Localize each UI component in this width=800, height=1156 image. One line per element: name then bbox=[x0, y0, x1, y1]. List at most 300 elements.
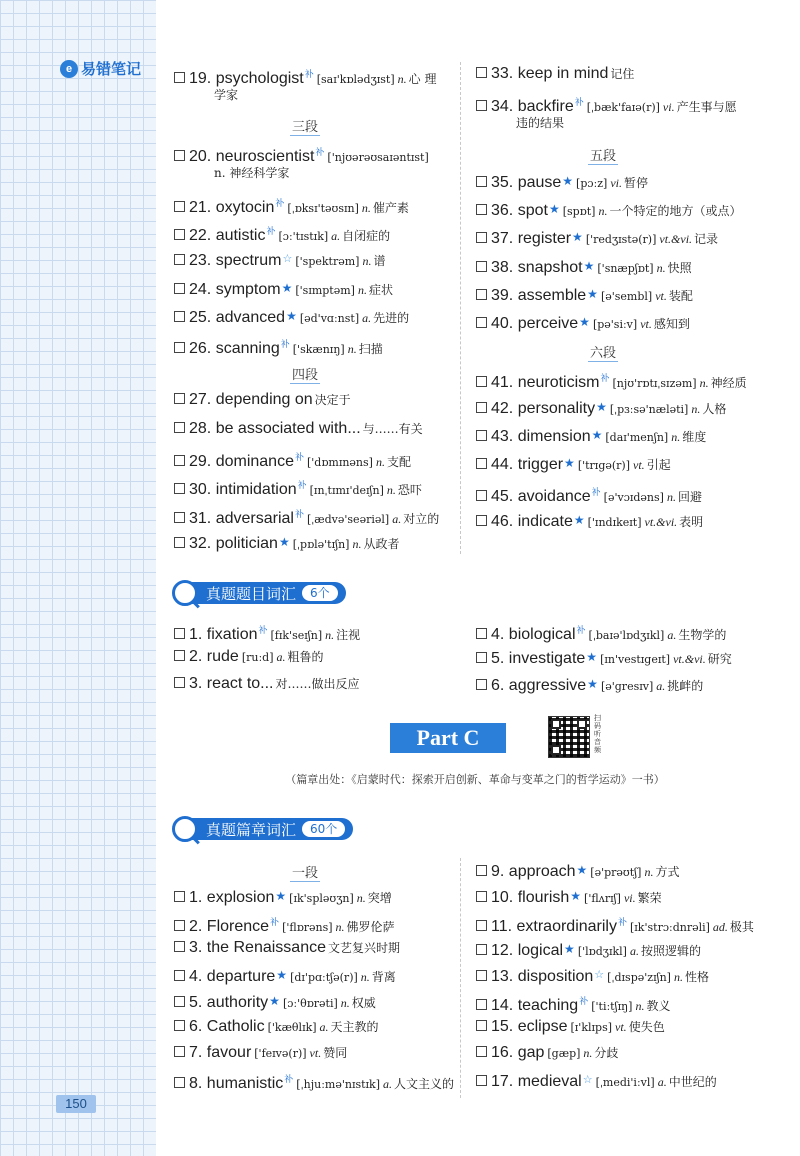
paragraph-heading: 三段 bbox=[290, 116, 320, 136]
item-meaning: 佛罗伦萨 bbox=[346, 920, 395, 935]
item-pos: ad. bbox=[712, 920, 728, 935]
item-number: 42. bbox=[491, 399, 518, 417]
item-meaning: 天主教的 bbox=[330, 1020, 379, 1034]
checkbox-icon[interactable] bbox=[174, 677, 185, 688]
item-pos: vt. bbox=[640, 317, 652, 332]
item-word: authority bbox=[206, 993, 269, 1011]
item-meaning: 症状 bbox=[368, 282, 393, 297]
item-meaning: 方式 bbox=[655, 865, 680, 879]
item-word: dominance bbox=[215, 453, 294, 470]
item-meaning: 记住 bbox=[610, 67, 635, 81]
checkbox-icon[interactable] bbox=[174, 650, 185, 661]
item-meaning: 从政者 bbox=[363, 536, 400, 551]
item-meaning: 引起 bbox=[646, 458, 671, 473]
checkbox-icon[interactable] bbox=[476, 458, 487, 469]
vocab-item bbox=[476, 647, 732, 670]
item-word: approach bbox=[508, 863, 576, 880]
item-meaning: 注视 bbox=[336, 628, 361, 642]
item-number: 31. bbox=[189, 509, 216, 527]
item-pos: n. bbox=[347, 342, 357, 357]
vocab-item bbox=[476, 886, 662, 909]
star-icon: ★ bbox=[281, 280, 293, 295]
checkbox-icon[interactable] bbox=[476, 1075, 487, 1086]
item-meaning: 催产素 bbox=[372, 200, 409, 215]
item-meaning: 背离 bbox=[371, 969, 396, 984]
item-word: perceive bbox=[517, 315, 579, 333]
item-phonetic: ['flɒrəns] bbox=[282, 921, 333, 935]
item-meaning: 研究 bbox=[707, 652, 732, 666]
item-number: 23. bbox=[189, 252, 216, 270]
checkbox-icon[interactable] bbox=[174, 342, 185, 353]
item-number: 14. bbox=[491, 997, 518, 1014]
item-phonetic: [ˌpɒlə'tɪʃn] bbox=[292, 537, 350, 551]
checkbox-icon[interactable] bbox=[476, 376, 487, 387]
item-word: disposition bbox=[517, 967, 594, 985]
vocab-item bbox=[174, 1043, 347, 1064]
item-pos: a. bbox=[362, 310, 372, 325]
item-phonetic: [ˌdɪspə'zɪʃn] bbox=[607, 970, 671, 984]
checkbox-icon[interactable] bbox=[476, 261, 487, 272]
star-icon: ★ bbox=[586, 650, 598, 664]
item-pos: vt.&vi. bbox=[644, 514, 678, 529]
item-word: scanning bbox=[215, 340, 280, 358]
item-pos: vi. bbox=[623, 891, 636, 906]
item-number: 9. bbox=[491, 863, 509, 880]
item-phonetic: [ɪnˌtɪmɪ'deɪʃn] bbox=[309, 484, 384, 498]
item-word: neuroticism bbox=[517, 374, 600, 392]
vocab-item bbox=[476, 397, 726, 420]
item-pos: n. bbox=[357, 282, 367, 297]
item-word: intimidation bbox=[215, 481, 297, 499]
item-pos: a. bbox=[392, 511, 402, 526]
item-phonetic: ['flʌrɪʃ] bbox=[584, 892, 621, 906]
item-word: teaching bbox=[517, 997, 579, 1014]
checkbox-icon[interactable] bbox=[174, 483, 185, 494]
item-word: fixation bbox=[206, 626, 258, 643]
item-word: avoidance bbox=[517, 487, 591, 505]
checkbox-icon[interactable] bbox=[174, 201, 185, 212]
checkbox-icon[interactable] bbox=[476, 1020, 487, 1031]
item-pos: a. bbox=[276, 650, 286, 664]
item-number: 37. bbox=[491, 230, 518, 248]
star-icon: ★ bbox=[269, 993, 280, 1008]
item-number: 32. bbox=[189, 534, 216, 552]
item-meaning: 支配 bbox=[386, 455, 411, 469]
item-number: 6. bbox=[189, 1018, 207, 1035]
item-phonetic: ['sɪmptəm] bbox=[295, 283, 355, 297]
item-meaning: 快照 bbox=[667, 260, 692, 275]
checkbox-icon[interactable] bbox=[476, 317, 487, 328]
checkbox-icon[interactable] bbox=[174, 920, 185, 931]
item-phonetic: ['tiːtʃɪŋ] bbox=[591, 1000, 633, 1013]
item-word: neuroscientist bbox=[215, 148, 315, 166]
item-phonetic: [ə'sembl] bbox=[600, 289, 653, 303]
banner-title: 真题篇章词汇 bbox=[206, 820, 297, 839]
vocab-item bbox=[174, 938, 400, 958]
vocab-item bbox=[476, 284, 693, 307]
checkbox-icon[interactable] bbox=[174, 628, 185, 639]
section-banner-passage-vocab bbox=[172, 816, 353, 842]
item-number: 17. bbox=[491, 1072, 518, 1090]
item-pos: a. bbox=[319, 1020, 329, 1034]
brand-logo bbox=[60, 58, 141, 79]
item-pos: n. bbox=[386, 483, 396, 498]
item-phonetic: [ˌmedi'iːvl] bbox=[595, 1075, 655, 1089]
item-word: psychologist bbox=[215, 70, 304, 87]
item-pos: vt. bbox=[309, 1046, 322, 1061]
item-pos: a. bbox=[331, 228, 341, 243]
item-word: explosion bbox=[206, 889, 275, 906]
item-meaning: 权威 bbox=[351, 995, 376, 1010]
brand-icon: e bbox=[60, 60, 78, 78]
item-word: be associated with... bbox=[215, 419, 361, 437]
item-word: investigate bbox=[508, 650, 586, 667]
vocab-item bbox=[476, 912, 754, 938]
item-word: pause bbox=[517, 173, 562, 191]
supplement-mark: 补 bbox=[297, 480, 307, 491]
star-icon: ★ bbox=[278, 534, 290, 549]
supplement-mark: 补 bbox=[579, 996, 589, 1006]
item-number: 4. bbox=[491, 626, 509, 643]
item-meaning: 对立的 bbox=[403, 511, 440, 526]
star-icon: ★ bbox=[596, 399, 607, 414]
item-phonetic: ['skænɪŋ] bbox=[292, 343, 345, 357]
item-phonetic: ['spektrəm] bbox=[295, 255, 360, 269]
item-phonetic: ['njʊərəʊsaɪəntɪst] bbox=[327, 151, 429, 165]
item-meaning: 粗鲁的 bbox=[287, 650, 324, 664]
checkbox-icon[interactable] bbox=[476, 176, 487, 187]
star-icon: ★ bbox=[587, 286, 598, 301]
item-number: 36. bbox=[491, 201, 518, 219]
star-icon: ★ bbox=[570, 889, 582, 904]
item-number: 7. bbox=[189, 1044, 207, 1062]
checkbox-icon[interactable] bbox=[174, 455, 185, 466]
item-number: 24. bbox=[189, 280, 216, 298]
item-pos: n. bbox=[356, 891, 366, 905]
vocab-item bbox=[174, 221, 390, 247]
checkbox-icon[interactable] bbox=[476, 402, 487, 413]
checkbox-icon[interactable] bbox=[174, 1020, 185, 1031]
item-number: 11. bbox=[491, 918, 517, 936]
checkbox-icon[interactable] bbox=[174, 891, 185, 902]
item-meaning: 使失色 bbox=[628, 1020, 665, 1035]
item-number: 21. bbox=[189, 198, 216, 216]
item-word: register bbox=[517, 230, 572, 248]
item-word: spectrum bbox=[215, 252, 282, 270]
checkbox-icon[interactable] bbox=[174, 150, 185, 161]
item-number: 10. bbox=[491, 889, 518, 907]
magnifier-icon bbox=[172, 580, 198, 606]
checkbox-icon[interactable] bbox=[174, 422, 185, 433]
vocab-item bbox=[174, 193, 409, 219]
supplement-mark: 补 bbox=[266, 225, 276, 236]
item-pos: vt. bbox=[655, 288, 667, 303]
item-phonetic: [daɪ'menʃn] bbox=[605, 431, 669, 444]
item-phonetic: [ˌædvə'seəriəl] bbox=[306, 512, 390, 526]
item-number: 33. bbox=[491, 65, 518, 82]
vocab-item bbox=[476, 482, 702, 508]
supplement-mark: 补 bbox=[294, 452, 304, 462]
checkbox-icon[interactable] bbox=[476, 204, 487, 215]
checkbox-icon[interactable] bbox=[174, 229, 185, 240]
star-icon: ☆ bbox=[594, 968, 605, 981]
item-meaning: 感知到 bbox=[653, 317, 690, 332]
checkbox-icon[interactable] bbox=[174, 996, 185, 1007]
supplement-mark: 补 bbox=[294, 508, 304, 519]
item-word: Catholic bbox=[206, 1018, 265, 1035]
checkbox-icon[interactable] bbox=[476, 515, 487, 526]
item-phonetic: [ˌhjuːmə'nɪstɪk] bbox=[296, 1078, 381, 1092]
item-word: adversarial bbox=[215, 509, 294, 527]
item-meaning: 性格 bbox=[684, 969, 709, 984]
checkbox-icon[interactable] bbox=[476, 920, 487, 931]
checkbox-icon[interactable] bbox=[174, 1077, 185, 1088]
item-phonetic: [fɪk'seɪʃn] bbox=[270, 629, 323, 642]
checkbox-icon[interactable] bbox=[174, 311, 185, 322]
checkbox-icon[interactable] bbox=[476, 628, 487, 639]
item-word: advanced bbox=[215, 308, 286, 326]
item-meaning: 突增 bbox=[367, 891, 392, 905]
item-phonetic: [ɪk'spləʊʒn] bbox=[289, 892, 354, 905]
item-word: gap bbox=[517, 1044, 545, 1062]
item-meaning: 赞同 bbox=[323, 1046, 348, 1061]
checkbox-icon[interactable] bbox=[476, 865, 487, 876]
item-word: medieval bbox=[517, 1072, 582, 1090]
item-word: rude bbox=[206, 648, 239, 665]
item-word: dimension bbox=[517, 428, 591, 445]
part-title: Part C bbox=[390, 723, 506, 753]
checkbox-icon[interactable] bbox=[476, 970, 487, 981]
vocab-item bbox=[476, 425, 706, 448]
item-pos: n. bbox=[691, 401, 701, 416]
star-icon: ☆ bbox=[582, 1073, 593, 1086]
vocab-item bbox=[174, 965, 396, 988]
vocab-item bbox=[174, 475, 422, 501]
item-number: 2. bbox=[189, 648, 207, 665]
item-word: politician bbox=[215, 534, 278, 552]
item-pos: n. bbox=[335, 920, 345, 935]
item-number: 4. bbox=[189, 967, 207, 985]
star-icon: ★ bbox=[564, 456, 575, 471]
vocab-item bbox=[174, 886, 392, 909]
checkbox-icon[interactable] bbox=[476, 1046, 487, 1057]
item-word: extraordinarily bbox=[516, 918, 617, 936]
supplement-mark: 补 bbox=[258, 625, 268, 635]
item-meaning: 产生事与愿 bbox=[676, 100, 737, 115]
checkbox-icon[interactable] bbox=[174, 283, 185, 294]
checkbox-icon[interactable] bbox=[174, 72, 185, 83]
vocab-item bbox=[476, 674, 703, 697]
item-pos: vt.&vi. bbox=[673, 652, 706, 666]
checkbox-icon[interactable] bbox=[476, 652, 487, 663]
item-meaning: 学家 bbox=[214, 88, 239, 102]
item-phonetic: [ˌɒksɪ'təʊsɪn] bbox=[287, 201, 359, 215]
item-pos: n. bbox=[656, 260, 666, 275]
item-meaning: 人文主义的 bbox=[394, 1077, 455, 1092]
star-icon: ★ bbox=[579, 315, 590, 330]
item-pos: vt.&vi. bbox=[659, 232, 693, 247]
vocab-item bbox=[174, 620, 360, 646]
checkbox-icon[interactable] bbox=[174, 537, 185, 548]
item-meaning: 心 理 bbox=[408, 72, 437, 86]
item-number: 5. bbox=[491, 650, 509, 667]
item-pos: n. bbox=[214, 166, 230, 181]
item-number: 3. bbox=[189, 939, 207, 957]
star-icon: ★ bbox=[572, 230, 583, 245]
item-word: flourish bbox=[517, 889, 570, 907]
vocab-item bbox=[476, 453, 671, 476]
item-word: autistic bbox=[215, 226, 266, 244]
margin-grid bbox=[0, 0, 156, 1156]
item-meaning: 扫描 bbox=[358, 342, 383, 357]
star-icon: ★ bbox=[583, 258, 595, 273]
vocab-item bbox=[476, 510, 703, 533]
vocab-item bbox=[174, 1017, 379, 1038]
item-number: 40. bbox=[491, 315, 518, 333]
item-word: biological bbox=[508, 626, 576, 643]
checkbox-icon[interactable] bbox=[476, 679, 487, 690]
item-pos: n. bbox=[325, 628, 335, 642]
item-meaning: 分歧 bbox=[594, 1046, 619, 1061]
item-pos: n. bbox=[583, 1046, 593, 1061]
item-meaning: 挑衅的 bbox=[667, 679, 704, 693]
item-phonetic: [ˌbæk'faɪə(r)] bbox=[586, 101, 660, 115]
item-meaning: 繁荣 bbox=[637, 891, 662, 906]
vocab-item bbox=[476, 256, 692, 279]
item-number: 26. bbox=[189, 340, 216, 358]
item-pos: n. bbox=[598, 203, 608, 218]
vocab-item bbox=[476, 171, 648, 194]
supplement-mark: 补 bbox=[600, 373, 610, 384]
item-phonetic: [ə'gresɪv] bbox=[600, 680, 654, 693]
item-number: 35. bbox=[491, 173, 518, 191]
item-pos: n. bbox=[361, 200, 371, 215]
vocab-item bbox=[476, 991, 670, 1017]
qr-code-icon[interactable] bbox=[548, 716, 590, 758]
item-phonetic: [njʊ'rɒtɪˌsɪzəm] bbox=[612, 377, 697, 391]
item-phonetic: ['snæpʃɒt] bbox=[597, 261, 654, 275]
checkbox-icon[interactable] bbox=[476, 289, 487, 300]
star-icon: ★ bbox=[286, 308, 297, 323]
supplement-mark: 补 bbox=[280, 339, 290, 350]
item-pos: a. bbox=[667, 628, 677, 642]
item-number: 13. bbox=[491, 967, 518, 985]
item-number: 41. bbox=[491, 374, 518, 392]
star-icon: ★ bbox=[587, 677, 598, 691]
item-meaning: 教义 bbox=[646, 999, 671, 1013]
checkbox-icon[interactable] bbox=[476, 944, 487, 955]
item-phonetic: [ɔː'tɪstɪk] bbox=[278, 229, 329, 243]
checkbox-icon[interactable] bbox=[476, 490, 487, 501]
item-phonetic: [ɪ'klɪps] bbox=[570, 1021, 613, 1035]
qr-label: 扫码听音频 bbox=[594, 714, 601, 754]
item-pos: vi. bbox=[610, 175, 623, 190]
supplement-mark: 补 bbox=[270, 917, 280, 928]
item-phonetic: [pə'siːv] bbox=[592, 318, 638, 332]
checkbox-icon[interactable] bbox=[476, 232, 487, 243]
star-icon: ★ bbox=[591, 428, 603, 442]
vocab-item bbox=[174, 532, 400, 555]
vocab-item bbox=[174, 142, 429, 168]
item-pos: n. bbox=[352, 536, 362, 551]
star-icon: ★ bbox=[564, 941, 575, 956]
vocab-item bbox=[476, 939, 701, 962]
checkbox-icon[interactable] bbox=[476, 999, 487, 1010]
item-pos: n. bbox=[666, 489, 676, 504]
item-phonetic: ['dɒmɪnəns] bbox=[306, 456, 373, 469]
banner-count: 60个 bbox=[302, 821, 345, 837]
item-number: 27. bbox=[189, 391, 216, 409]
item-pos: vi. bbox=[662, 100, 675, 115]
item-meaning: 与……有关 bbox=[362, 421, 423, 436]
vocab-item bbox=[174, 306, 409, 329]
checkbox-icon[interactable] bbox=[174, 1046, 185, 1057]
checkbox-icon[interactable] bbox=[174, 254, 185, 265]
checkbox-icon[interactable] bbox=[174, 941, 185, 952]
item-number: 25. bbox=[189, 308, 216, 326]
checkbox-icon[interactable] bbox=[174, 970, 185, 981]
star-icon: ★ bbox=[276, 967, 288, 982]
checkbox-icon[interactable] bbox=[174, 512, 185, 523]
item-meaning: 一个特定的地方（或点） bbox=[609, 203, 742, 218]
vocab-item bbox=[476, 312, 690, 335]
checkbox-icon[interactable] bbox=[476, 891, 487, 902]
vocab-item bbox=[174, 991, 376, 1014]
magnifier-icon bbox=[172, 816, 198, 842]
item-word: Florence bbox=[206, 918, 270, 936]
vocab-item bbox=[174, 674, 360, 694]
item-meaning: 谱 bbox=[373, 254, 386, 269]
checkbox-icon[interactable] bbox=[476, 100, 487, 111]
column-divider bbox=[460, 62, 461, 554]
vocab-item bbox=[476, 620, 726, 646]
item-phonetic: [spɒt] bbox=[562, 204, 596, 218]
item-meaning: 先进的 bbox=[373, 310, 410, 325]
item-word: logical bbox=[517, 941, 564, 959]
item-pos: vt. bbox=[615, 1020, 627, 1035]
item-phonetic: [ˌpɜːsə'næləti] bbox=[609, 402, 689, 416]
item-phonetic: [əd'vɑːnst] bbox=[299, 311, 360, 325]
item-number: 3. bbox=[189, 675, 207, 692]
item-pos: a. bbox=[657, 1074, 667, 1089]
checkbox-icon[interactable] bbox=[174, 393, 185, 404]
item-pos: n. bbox=[362, 254, 372, 269]
vocab-item bbox=[174, 249, 385, 272]
item-word: react to... bbox=[206, 675, 274, 692]
item-word: the Renaissance bbox=[206, 939, 326, 957]
supplement-mark: 补 bbox=[304, 69, 314, 79]
supplement-mark: 补 bbox=[576, 625, 586, 635]
item-word: personality bbox=[517, 399, 596, 417]
vocab-item bbox=[476, 64, 634, 84]
banner-title: 真题题目词汇 bbox=[206, 584, 297, 603]
checkbox-icon[interactable] bbox=[476, 67, 487, 78]
item-word: depending on bbox=[215, 391, 313, 409]
checkbox-icon[interactable] bbox=[476, 430, 487, 441]
star-icon: ★ bbox=[576, 863, 588, 877]
item-pos: n. bbox=[635, 999, 645, 1013]
column-divider bbox=[460, 858, 461, 1098]
item-number: 29. bbox=[189, 453, 216, 470]
item-number: 38. bbox=[491, 258, 518, 276]
vocab-item bbox=[476, 199, 741, 222]
star-icon: ★ bbox=[573, 512, 585, 527]
item-number: 2. bbox=[189, 918, 207, 936]
vocab-item bbox=[476, 965, 709, 988]
item-phonetic: [ə'vɔɪdəns] bbox=[603, 490, 664, 504]
item-number: 1. bbox=[189, 626, 207, 643]
item-pos: a. bbox=[629, 943, 639, 958]
